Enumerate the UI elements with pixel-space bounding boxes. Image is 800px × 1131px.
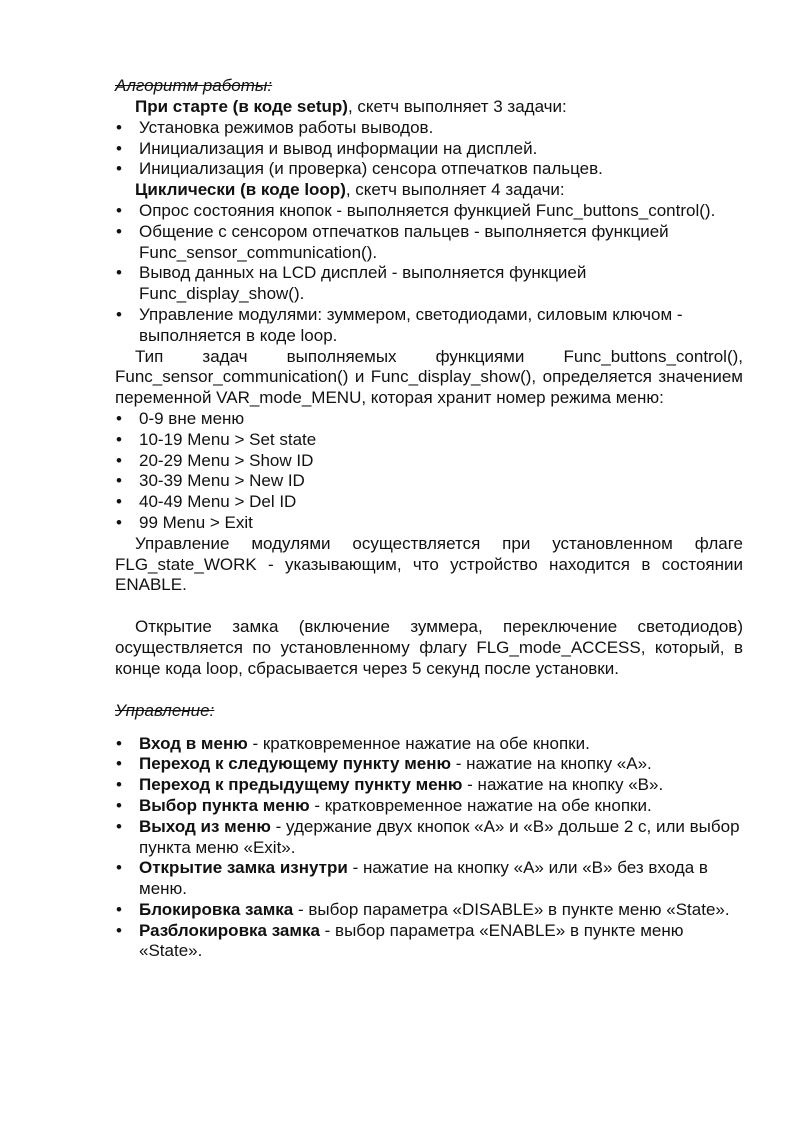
loop-task-list	[115, 201, 743, 347]
list-item	[115, 921, 743, 963]
list-item: • 20-29 Menu > Show ID	[115, 451, 743, 472]
control-item-rest: - удержание двух кнопок «A» и «B» дольше 2 с, или выбор пункта меню «Exit».	[139, 816, 740, 857]
document-page	[115, 76, 743, 962]
list-item: • 99 Menu > Exit	[115, 513, 743, 534]
list-item: • Установка режимов работы выводов.	[115, 118, 743, 139]
control-item-rest: - выбор параметра «ENABLE» в пункте меню «State».	[139, 920, 684, 961]
list-item	[115, 222, 743, 264]
list-item	[115, 305, 743, 347]
setup-intro-rest: , скетч выполняет 3 задачи:	[347, 97, 567, 116]
control-item-rest: - нажатие на кнопку «B».	[462, 775, 664, 795]
list-item	[115, 817, 743, 859]
list-item	[115, 900, 743, 921]
control-item-bold: Вход в меню	[139, 733, 248, 753]
menu-mode-list	[115, 409, 743, 534]
control-item-bold: Переход к следующему пункту меню	[139, 754, 452, 774]
list-item: • 40-49 Menu > Del ID	[115, 492, 743, 513]
loop-item-text: Управление модулями: зуммером, светодиодами, силовым ключом - выполняется в коде loop.	[139, 304, 683, 345]
setup-intro	[115, 97, 743, 118]
list-item	[115, 775, 743, 796]
loop-intro-bold: Циклически (в коде loop)	[135, 180, 346, 200]
control-item-rest: - нажатие на кнопку «A» или «B» без входа в меню.	[139, 858, 708, 899]
control-item-rest: - выбор параметра «DISABLE» в пункте меню «State».	[293, 899, 730, 919]
list-item	[115, 796, 743, 817]
loop-item-text: Вывод данных на LCD дисплей - выполняется функцией Func_display_show().	[139, 263, 587, 304]
loop-item-text: Опрос состояния кнопок - выполняется функцией Func_buttons_control().	[139, 200, 716, 220]
algorithm-heading: Алгоритм работы:	[115, 76, 273, 95]
list-item	[115, 201, 743, 222]
control-item-bold: Выбор пункта меню	[139, 795, 310, 815]
control-item-rest: - кратковременное нажатие на обе кнопки.	[247, 733, 590, 753]
control-item-rest: - кратковременное нажатие на обе кнопки.	[309, 795, 652, 815]
list-item	[115, 263, 743, 305]
heading-spacer	[115, 722, 743, 734]
list-item: • 30-39 Menu > New ID	[115, 471, 743, 492]
control-item-rest: - нажатие на кнопку «A».	[451, 754, 652, 774]
modules-paragraph: Управление модулями осуществляется при установленном флаге FLG_state_WORK - указывающим, что устройство находится в состоянии ENABLE.	[115, 533, 743, 595]
control-list	[115, 734, 743, 963]
section-spacer	[115, 680, 743, 701]
task-type-paragraph: Тип задач выполняемых функциями Func_buttons_control(), Func_sensor_communication() и Func_display_show(), определяется значением переменной VAR_mode_MENU, которая хранит номер режима меню:	[115, 346, 743, 408]
list-item: • Инициализация (и проверка) сенсора отпечатков пальцев.	[115, 159, 743, 180]
list-item	[115, 754, 743, 775]
list-item: • 10-19 Menu > Set state	[115, 430, 743, 451]
loop-item-text: Общение с сенсором отпечатков пальцев - выполняется функцией Func_sensor_communication().	[139, 221, 669, 262]
control-item-bold: Выход из меню	[139, 816, 271, 836]
loop-intro-rest: , скетч выполняет 4 задачи:	[345, 180, 565, 200]
list-item	[115, 734, 743, 755]
control-item-bold: Переход к предыдущему пункту меню	[139, 775, 463, 795]
list-item: • Инициализация и вывод информации на дисплей.	[115, 139, 743, 160]
unlock-paragraph: Открытие замка (включение зуммера, переключение светодиодов) осуществляется по установленному флагу FLG_mode_ACCESS, который, в конце кода loop, сбрасывается через 5 секунд после установки.	[115, 617, 743, 678]
list-item: • 0-9 вне меню	[115, 409, 743, 430]
control-item-bold: Открытие замка изнутри	[139, 858, 348, 878]
control-heading: Управление:	[115, 700, 215, 720]
loop-intro	[115, 180, 743, 201]
paragraph-spacer	[115, 596, 743, 617]
control-item-bold: Разблокировка замка	[139, 920, 320, 940]
list-item	[115, 858, 743, 900]
control-item-bold: Блокировка замка	[139, 899, 294, 919]
setup-task-list	[115, 118, 743, 180]
setup-intro-bold: При старте (в коде setup)	[135, 97, 348, 116]
